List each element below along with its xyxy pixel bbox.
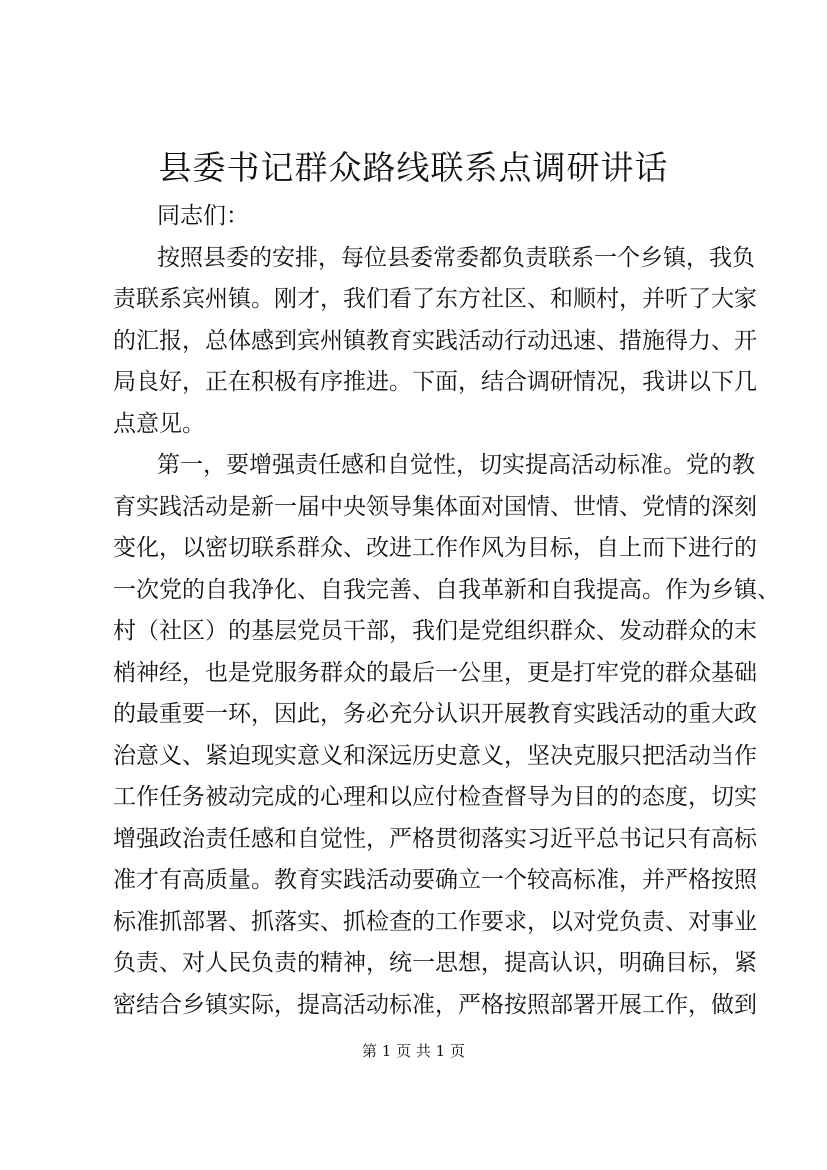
text-line: 增强政治责任感和自觉性，严格贯彻落实习近平总书记只有高标 (113, 825, 757, 852)
text-line: 局良好，正在积极有序推进。下面，结合调研情况，我讲以下几 (113, 369, 757, 395)
text-line: 梢神经，也是党服务群众的最后一公里，更是打牢党的群众基础 (113, 659, 757, 686)
text-line: 治意义、紧迫现实意义和深远历史意义，坚决克服只把活动当作 (113, 742, 757, 769)
text-line: 准才有高质量。教育实践活动要确立一个较高标准，并严格按照 (113, 867, 757, 893)
text-line: 第一，要增强责任感和自觉性，切实提高活动标准。党的教 (157, 452, 755, 478)
text-line: 点意见。 (113, 410, 205, 437)
text-line: 工作任务被动完成的心理和以应付检查督导为目的的态度，切实 (113, 784, 757, 810)
text-line: 育实践活动是新一届中央领导集体面对国情、世情、党情的深刻 (113, 493, 757, 520)
text-line: 村（社区）的基层党员干部，我们是党组织群众、发动群众的末 (113, 618, 757, 644)
document-title: 县委书记群众路线联系点调研讲话 (158, 148, 669, 187)
text-line: 的汇报，总体感到宾州镇教育实践活动行动迅速、措施得力、开 (113, 327, 757, 354)
text-line: 一次党的自我净化、自我完善、自我革新和自我提高。作为乡镇、 (113, 576, 780, 603)
text-line: 标准抓部署、抓落实、抓检查的工作要求，以对党负责、对事业 (113, 908, 757, 935)
document-body (113, 196, 780, 1026)
text-line: 按照县委的安排，每位县委常委都负责联系一个乡镇，我负 (157, 244, 755, 271)
text-line: 密结合乡镇实际，提高活动标准，严格按照部署开展工作，做到 (113, 991, 757, 1018)
text-line: 变化，以密切联系群众、改进工作作风为目标，自上而下进行的 (113, 535, 757, 561)
text-line: 负责、对人民负责的精神，统一思想，提高认识，明确目标，紧 (113, 950, 757, 976)
text-line: 同志们： (157, 203, 249, 229)
text-line: 的最重要一环，因此，务必充分认识开展教育实践活动的重大政 (113, 701, 757, 727)
page-footer: 第 1 页 共 1 页 (362, 1042, 465, 1060)
text-line: 责联系宾州镇。刚才，我们看了东方社区、和顺村，并听了大家 (113, 286, 757, 312)
